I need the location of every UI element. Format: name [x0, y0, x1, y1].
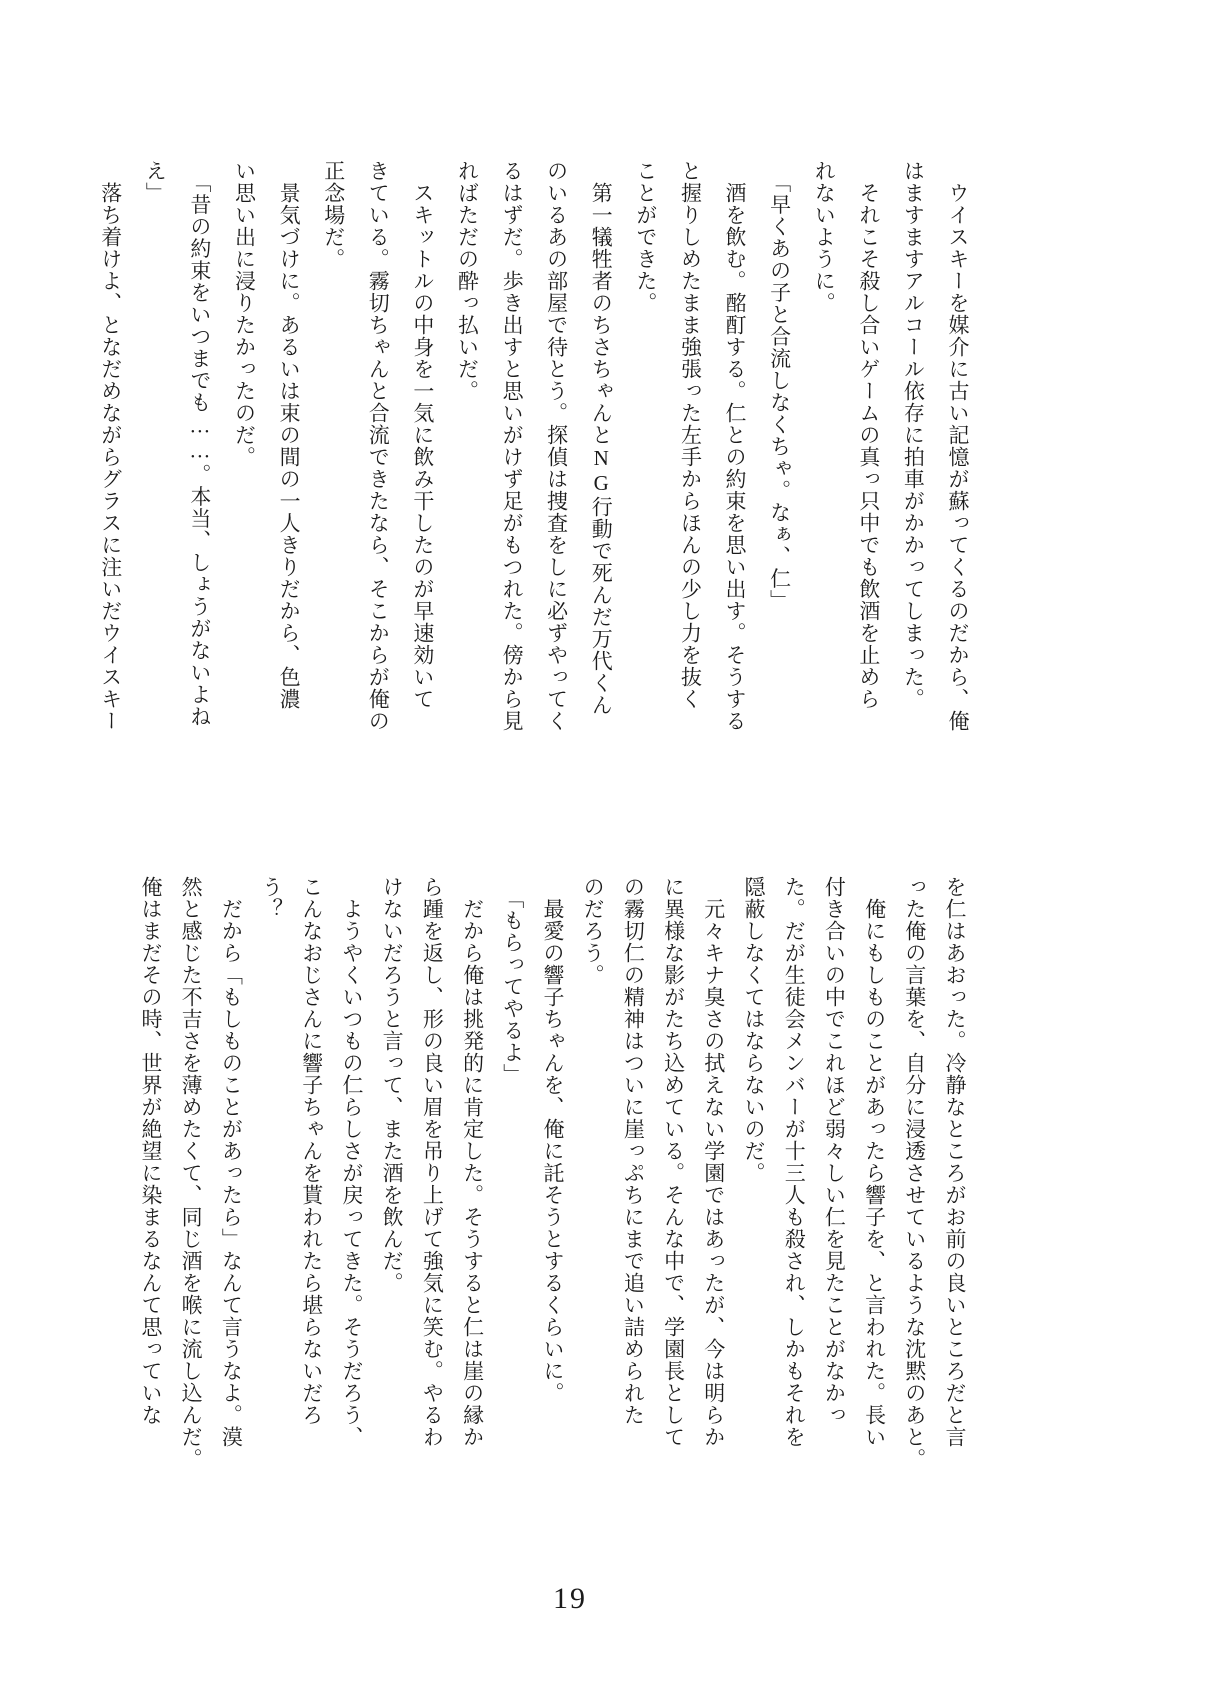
text-line: それこそ殺し合いゲームの真っ只中でも飲酒を止めら: [856, 160, 881, 710]
text-line: ればただの酔っ払いだ。: [455, 160, 480, 402]
text-line: 付き合いの中でこれほど弱々しい仁を見たことがなかっ: [822, 876, 847, 1426]
text-line: こんなおじさんに響子ちゃんを貰われたら堪らないだろ: [299, 876, 324, 1426]
text-line: った俺の言葉を、自分に浸透させているような沈黙のあと。: [902, 876, 927, 1470]
text-block-bottom: [129, 876, 975, 1476]
text-line: だから俺は挑発的に肯定した。そうすると仁は崖の縁か: [460, 876, 485, 1448]
text-line: 落ち着けよ、となだめながらグラスに注いだウイスキー: [98, 160, 123, 732]
text-line: れないように。: [812, 160, 837, 314]
text-line: 然と感じた不吉さを薄めたくて、同じ酒を喉に流し込んだ。: [179, 876, 204, 1470]
text-line: だから「もしものことがあったら」なんて言うなよ。漠: [219, 876, 244, 1448]
text-line: 「昔の約束をいつまでも……。本当、しょうがないよねえ」: [143, 160, 212, 728]
text-line: 「早くあの子と合流しなくちゃ。なぁ、仁」: [767, 160, 792, 612]
text-line: い思い出に浸りたかったのだ。: [232, 160, 257, 468]
text-line: 景気づけに。あるいは束の間の一人きりだから、色濃: [277, 160, 302, 710]
text-line: 正念場だ。: [321, 160, 346, 270]
text-line: ことができた。: [633, 160, 658, 314]
text-line: を仁はあおった。冷静なところがお前の良いところだと言: [943, 876, 967, 1448]
text-line: 元々キナ臭さの拭えない学園ではあったが、今は明らか: [701, 876, 726, 1448]
text-line: の霧切仁の精神はついに崖っぷちにまで追い詰められた: [621, 876, 646, 1426]
text-line: た。だが生徒会メンバーが十三人も殺され、しかもそれを: [782, 876, 807, 1448]
text-line: のだろう。: [581, 876, 606, 986]
text-line: るはずだ。歩き出すと思いがけず足がもつれた。傍から見: [500, 160, 525, 732]
text-line: はますますアルコール依存に拍車がかかってしまった。: [901, 160, 926, 710]
text-line: けないだろうと言って、また酒を飲んだ。: [380, 876, 405, 1294]
text-line: ウイスキーを媒介に古い記憶が蘇ってくるのだから、俺: [946, 160, 970, 732]
text-block-top: [98, 160, 980, 752]
text-line: 「もらってやるよ」: [500, 876, 525, 1086]
text-line: 俺はまだその時、世界が絶望に染まるなんて思っていな: [138, 876, 163, 1426]
text-line: う？: [259, 876, 284, 920]
text-line: と握りしめたまま強張った左手からほんの少し力を抜く: [678, 160, 703, 710]
text-line: 第一犠牲者のちさちゃんとNG行動で死んだ万代くん: [589, 160, 614, 716]
text-line: 酒を飲む。酩酊する。仁との約束を思い出す。そうする: [723, 160, 748, 732]
text-line: のいるあの部屋で待とう。探偵は捜査をしに必ずやってく: [544, 160, 569, 732]
text-line: 隠蔽しなくてはならないのだ。: [741, 876, 766, 1184]
text-line: 俺にもしものことがあったら響子を、と言われた。長い: [862, 876, 887, 1448]
text-line: に異様な影がたち込めている。そんな中で、学園長として: [661, 876, 686, 1448]
text-line: ら踵を返し、形の良い眉を吊り上げて強気に笑む。やるわ: [420, 876, 445, 1448]
text-line: スキットルの中身を一気に飲み干したのが早速効いて: [410, 160, 435, 710]
text-line: ようやくいつもの仁らしさが戻ってきた。そうだろう、: [339, 876, 364, 1448]
text-line: きている。霧切ちゃんと合流できたなら、そこからが俺の: [366, 160, 391, 732]
page-number: 19: [553, 1582, 587, 1615]
text-line: 最愛の響子ちゃんを、俺に託そうとするくらいに。: [540, 876, 565, 1404]
